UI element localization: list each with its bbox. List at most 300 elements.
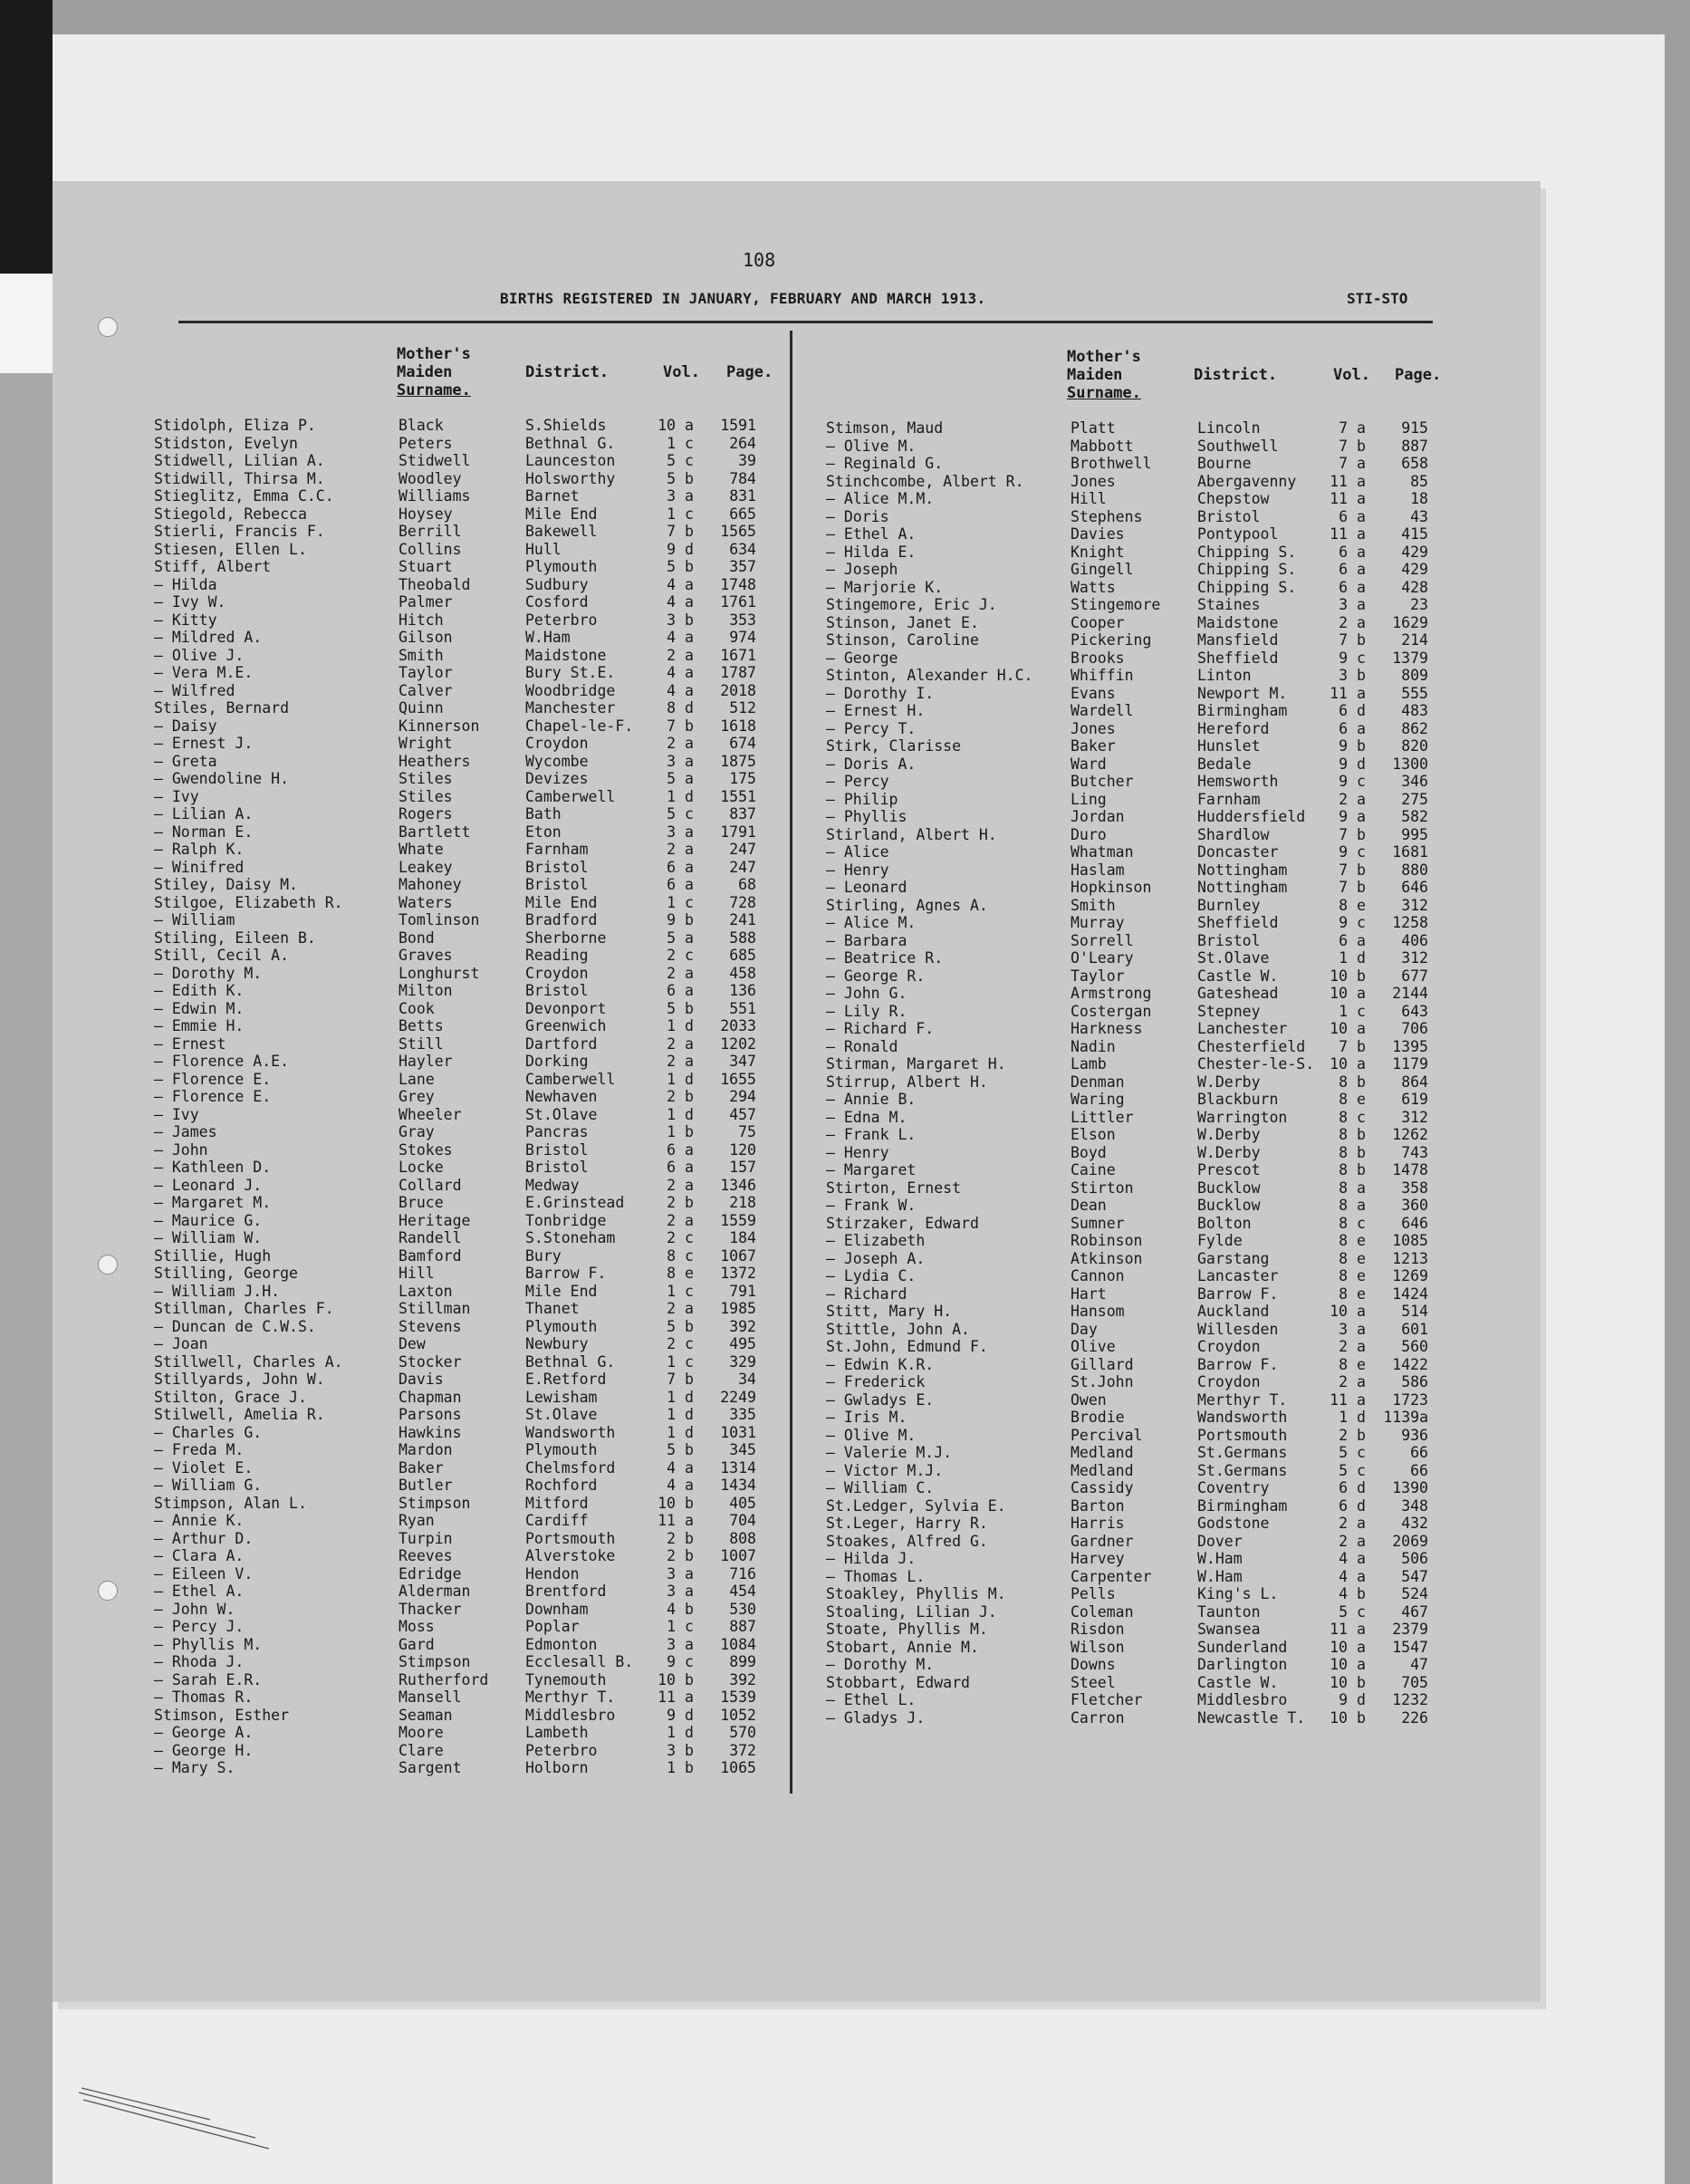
volume-section: d	[685, 1406, 694, 1423]
district: Bethnal G.	[525, 434, 616, 452]
volume: 10	[1330, 1656, 1348, 1673]
volume-section: d	[685, 1724, 694, 1741]
volume-section: d	[1357, 755, 1366, 773]
page-ref: 47	[1410, 1656, 1428, 1673]
child-name: — Dorothy I.	[826, 684, 935, 702]
volume: 2	[667, 964, 676, 982]
child-name: — Ernest H.	[826, 702, 926, 719]
volume: 2	[667, 735, 676, 752]
volume-section: c	[685, 452, 694, 469]
page-ref: 18	[1410, 490, 1428, 507]
volume: 3	[667, 1583, 676, 1600]
mother-maiden-surname: Bamford	[398, 1246, 462, 1265]
volume-section: a	[685, 646, 694, 664]
volume-section: d	[1357, 1691, 1366, 1708]
volume-section: e	[1357, 1232, 1366, 1249]
page-ref: 175	[729, 770, 756, 787]
volume: 3	[1339, 596, 1348, 613]
page-ref: 677	[1401, 967, 1428, 985]
volume-section: c	[685, 434, 694, 452]
child-name: — Philip	[826, 790, 898, 808]
mother-maiden-surname: Davis	[398, 1371, 444, 1388]
child-name: — Freda M.	[154, 1441, 245, 1458]
district: Thanet	[525, 1300, 580, 1317]
child-name: Stirzaker, Edward	[826, 1214, 979, 1232]
volume-section: e	[685, 1265, 694, 1282]
volume-section: b	[685, 1194, 694, 1211]
child-name: Stiff, Albert	[154, 558, 272, 575]
volume: 6	[667, 876, 676, 893]
volume: 5	[667, 999, 676, 1017]
child-name: — Elizabeth	[826, 1232, 926, 1249]
district: S.Stoneham	[525, 1229, 616, 1246]
child-name: — Hilda	[154, 575, 217, 593]
child-name: — Henry	[826, 861, 889, 879]
volume: 2	[1339, 1532, 1348, 1550]
child-name: — Barbara	[826, 931, 907, 949]
mother-maiden-surname: Hansom	[1071, 1303, 1125, 1320]
mother-maiden-surname: Tomlinson	[398, 911, 480, 928]
page-ref: 1269	[1392, 1267, 1428, 1284]
mother-maiden-surname: Waters	[398, 893, 453, 911]
district: Stepney	[1197, 1002, 1261, 1020]
volume: 8	[1339, 1091, 1348, 1108]
volume: 4	[1339, 1585, 1348, 1602]
volume-section: a	[1357, 543, 1366, 561]
volume-section: d	[685, 699, 694, 717]
child-name: — Lily R.	[826, 1002, 907, 1020]
district: Farnham	[525, 841, 589, 858]
mother-maiden-surname: Stokes	[398, 1140, 453, 1159]
child-name: — George A.	[154, 1724, 254, 1741]
page-ref: 415	[1401, 525, 1428, 543]
mother-maiden-surname: Bartlett	[398, 823, 471, 841]
child-name: — George R.	[826, 967, 926, 985]
volume-section: a	[1357, 719, 1366, 737]
district: Peterbro	[525, 611, 598, 629]
child-name: — Ernest J.	[154, 735, 254, 752]
child-name: — Hilda J.	[826, 1550, 917, 1567]
mother-maiden-surname: Dean	[1071, 1197, 1107, 1214]
volume-section: a	[1357, 1656, 1366, 1673]
volume-section: c	[1357, 843, 1366, 861]
volume: 2	[667, 1176, 676, 1194]
page-ref: 66	[1410, 1461, 1428, 1479]
child-name: — Sarah E.R.	[154, 1670, 263, 1689]
volume: 2	[667, 1088, 676, 1105]
mother-maiden-surname: Smith	[1071, 896, 1116, 914]
district: Hull	[525, 540, 562, 558]
page-ref: 1629	[1392, 613, 1428, 631]
district: W.Derby	[1197, 1126, 1261, 1143]
volume: 1	[667, 1123, 676, 1140]
page-ref: 704	[729, 1512, 756, 1529]
child-name: — Frank W.	[826, 1197, 917, 1214]
child-name: Stillie, Hugh	[154, 1246, 272, 1265]
volume: 4	[667, 1477, 676, 1494]
page-ref: 1067	[720, 1246, 756, 1265]
child-name: — Ethel A.	[826, 525, 917, 543]
district: Middlesbro	[1197, 1691, 1288, 1708]
volume: 4	[667, 681, 676, 699]
volume: 6	[1339, 702, 1348, 719]
child-name: — Olive J.	[154, 646, 245, 664]
volume-section: c	[1357, 914, 1366, 931]
district: Greenwich	[525, 1017, 607, 1034]
volume-section: c	[685, 1229, 694, 1246]
mother-maiden-surname: Palmer	[398, 593, 453, 611]
volume: 11	[658, 1512, 676, 1529]
child-name: Stilwell, Amelia R.	[154, 1406, 325, 1423]
page-ref: 454	[729, 1583, 756, 1600]
mother-maiden-surname: Gingell	[1071, 561, 1134, 578]
volume-section: d	[685, 1423, 694, 1441]
page-ref: 665	[729, 505, 756, 523]
district: Swansea	[1197, 1621, 1261, 1638]
volume: 9	[1339, 755, 1348, 773]
page-ref: 2018	[720, 681, 756, 699]
page-ref: 915	[1401, 419, 1428, 437]
volume-section: d	[685, 1706, 694, 1724]
mother-maiden-surname: Black	[398, 417, 444, 434]
page-ref: 974	[729, 629, 756, 646]
mother-maiden-surname: Kinnerson	[398, 717, 480, 735]
child-name: Stidston, Evelyn	[154, 434, 298, 452]
mother-maiden-surname: Brooks	[1071, 649, 1125, 667]
volume: 3	[667, 1564, 676, 1583]
page-ref: 837	[729, 805, 756, 823]
volume: 6	[1339, 1479, 1348, 1496]
volume: 2	[1339, 790, 1348, 808]
district: Barnet	[525, 487, 580, 505]
district: Birmingham	[1197, 1496, 1288, 1515]
page-ref: 560	[1401, 1338, 1428, 1355]
child-name: — Ralph K.	[154, 841, 245, 858]
child-name: — Doris A.	[826, 755, 917, 773]
district: Chesterfield	[1197, 1037, 1306, 1055]
mother-maiden-surname: Taylor	[1071, 967, 1125, 985]
child-name: — Valerie M.J.	[826, 1444, 953, 1461]
volume-section: b	[1357, 1143, 1366, 1161]
mother-maiden-surname: Cannon	[1071, 1267, 1125, 1284]
district: Downham	[525, 1600, 589, 1618]
volume-section: c	[685, 1246, 694, 1265]
volume: 11	[1330, 490, 1348, 507]
volume: 3	[667, 1635, 676, 1653]
child-name: — Leonard J.	[154, 1176, 263, 1194]
mother-maiden-surname: Heathers	[398, 752, 471, 770]
child-name: — Annie B.	[826, 1091, 917, 1108]
page-ref: 23	[1410, 596, 1428, 613]
mother-maiden-surname: Milton	[398, 982, 453, 999]
mother-maiden-surname: Alderman	[398, 1583, 471, 1600]
child-name: — Alice M.	[826, 914, 917, 931]
volume: 8	[667, 1246, 676, 1265]
child-name: Stobbart, Edward	[826, 1673, 970, 1691]
child-name: — Hilda E.	[826, 543, 917, 561]
volume-section: a	[1357, 507, 1366, 525]
volume-section: a	[1357, 1567, 1366, 1585]
district: Maidstone	[525, 646, 607, 664]
child-name: — John W.	[154, 1600, 235, 1618]
page-ref: 1084	[720, 1635, 756, 1653]
page-ref: 743	[1401, 1143, 1428, 1161]
district: Chelmsford	[525, 1458, 616, 1477]
child-name: — Edith K.	[154, 982, 245, 999]
child-name: — Gwladys E.	[826, 1390, 935, 1409]
page-ref: 429	[1401, 543, 1428, 561]
volume-section: b	[1357, 879, 1366, 896]
page-ref: 241	[729, 911, 756, 928]
volume-section: b	[685, 1371, 694, 1388]
child-name: — Ethel A.	[154, 1583, 245, 1600]
volume: 8	[1339, 1267, 1348, 1284]
child-name: — Phyllis M.	[154, 1635, 263, 1653]
district: Staines	[1197, 596, 1261, 613]
volume-section: a	[685, 1583, 694, 1600]
district: Bradford	[525, 911, 598, 928]
page-ref: 936	[1401, 1426, 1428, 1444]
volume-section: d	[1357, 949, 1366, 967]
page-ref: 184	[729, 1229, 756, 1246]
child-name: St.Ledger, Sylvia E.	[826, 1496, 1006, 1515]
district: Plymouth	[525, 558, 598, 575]
mother-maiden-surname: Gard	[398, 1635, 435, 1653]
volume: 9	[1339, 843, 1348, 861]
child-name: — Annie K.	[154, 1512, 245, 1529]
district: Chester-le-S.	[1197, 1055, 1315, 1073]
mother-maiden-surname: Mabbott	[1071, 437, 1134, 455]
volume: 4	[1339, 1567, 1348, 1585]
district: Chipping S.	[1197, 578, 1297, 596]
mother-maiden-surname: Day	[1071, 1320, 1098, 1338]
district: Bakewell	[525, 523, 598, 540]
col-header-maiden	[1067, 348, 1141, 402]
district: Wandsworth	[525, 1423, 616, 1441]
district: Middlesbro	[525, 1706, 616, 1724]
child-name: Stoate, Phyllis M.	[826, 1621, 988, 1638]
page-ref: 360	[1401, 1197, 1428, 1214]
volume-section: a	[1357, 1373, 1366, 1390]
volume-section: b	[685, 999, 694, 1017]
volume: 2	[1339, 1338, 1348, 1355]
district: W.Derby	[1197, 1073, 1261, 1091]
page-ref: 136	[729, 982, 756, 999]
punch-hole	[98, 1581, 118, 1601]
page-ref: 406	[1401, 931, 1428, 949]
page-ref: 1031	[720, 1423, 756, 1441]
page-ref: 1424	[1392, 1284, 1428, 1303]
child-name: — Florence E.	[154, 1070, 272, 1088]
district: Rochford	[525, 1477, 598, 1494]
col-header-maiden-line3: Surname.	[1067, 384, 1141, 402]
page-ref: 66	[1410, 1444, 1428, 1461]
volume-section: b	[685, 611, 694, 629]
mother-maiden-surname: Dew	[398, 1335, 426, 1352]
volume-section: a	[685, 841, 694, 858]
child-name: Stingemore, Eric J.	[826, 596, 997, 613]
volume-section: a	[685, 928, 694, 947]
volume-section: b	[685, 469, 694, 487]
mother-maiden-surname: Sumner	[1071, 1214, 1125, 1232]
district: Wandsworth	[1197, 1409, 1288, 1426]
volume: 10	[1330, 1638, 1348, 1656]
child-name: St.John, Edmund F.	[826, 1338, 988, 1355]
mother-maiden-surname: Stidwell	[398, 452, 471, 469]
district: Taunton	[1197, 1602, 1261, 1621]
volume-section: a	[685, 575, 694, 593]
district: Bristol	[525, 982, 589, 999]
district: W.Derby	[1197, 1143, 1261, 1161]
volume-section: b	[685, 1494, 694, 1512]
mother-maiden-surname: Berrill	[398, 523, 462, 540]
page-ref: 808	[729, 1529, 756, 1547]
child-name: Stirrup, Albert H.	[826, 1073, 988, 1091]
page-ref: 1258	[1392, 914, 1428, 931]
page-ref: 495	[729, 1335, 756, 1352]
volume: 8	[1339, 1143, 1348, 1161]
child-name: — Alice M.M.	[826, 490, 935, 507]
mother-maiden-surname: Peters	[398, 434, 453, 452]
volume: 1	[667, 893, 676, 911]
volume-section: e	[1357, 1249, 1366, 1267]
volume-section: a	[685, 1512, 694, 1529]
volume-section: b	[685, 1088, 694, 1105]
district: Doncaster	[1197, 843, 1279, 861]
mother-maiden-surname: Stimpson	[398, 1653, 471, 1670]
district: Warrington	[1197, 1108, 1288, 1126]
volume: 8	[1339, 896, 1348, 914]
page-ref: 506	[1401, 1550, 1428, 1567]
volume-section: b	[1357, 1708, 1366, 1727]
district: Alverstoke	[525, 1547, 616, 1564]
district: Sunderland	[1197, 1638, 1288, 1656]
volume-section: a	[1357, 808, 1366, 825]
page-ref: 1761	[720, 593, 756, 611]
volume-section: b	[685, 1759, 694, 1776]
page-ref: 1379	[1392, 649, 1428, 667]
mother-maiden-surname: Rutherford	[398, 1670, 489, 1689]
district: Cardiff	[525, 1512, 589, 1529]
child-name: — Eileen V.	[154, 1564, 254, 1583]
district: Chepstow	[1197, 490, 1270, 507]
volume-section: a	[685, 1140, 694, 1159]
child-name: Stinchcombe, Albert R.	[826, 472, 1024, 490]
page-ref: 514	[1401, 1303, 1428, 1320]
mother-maiden-surname: Mansell	[398, 1689, 462, 1706]
page-ref: 658	[1401, 455, 1428, 472]
district: Newbury	[525, 1335, 589, 1352]
volume-section: a	[685, 629, 694, 646]
child-name: — Doris	[826, 507, 889, 525]
volume-section: a	[1357, 1338, 1366, 1355]
page-ref: 1434	[720, 1477, 756, 1494]
district: Hendon	[525, 1564, 580, 1583]
mother-maiden-surname: Watts	[1071, 578, 1116, 596]
page-ref: 862	[1401, 719, 1428, 737]
volume-section: b	[1357, 1073, 1366, 1091]
mother-maiden-surname: Whate	[398, 841, 444, 858]
page-ref: 2249	[720, 1388, 756, 1406]
volume-section: b	[685, 911, 694, 928]
district: Shardlow	[1197, 825, 1270, 843]
page-ref: 312	[1401, 896, 1428, 914]
child-name: — Norman E.	[154, 823, 254, 841]
mother-maiden-surname: Whiffin	[1071, 667, 1134, 684]
volume: 6	[1339, 1496, 1348, 1515]
volume: 10	[658, 1670, 676, 1689]
page-ref: 1681	[1392, 843, 1428, 861]
child-name: — Florence A.E.	[154, 1053, 290, 1070]
volume: 4	[667, 593, 676, 611]
district: Huddersfield	[1197, 808, 1306, 825]
mother-maiden-surname: Ryan	[398, 1512, 435, 1529]
mother-maiden-surname: Owen	[1071, 1390, 1107, 1409]
volume-section: d	[1357, 1479, 1366, 1496]
district: W.Ham	[1197, 1550, 1243, 1567]
district: Woodbridge	[525, 681, 616, 699]
col-header-vol: Vol.	[663, 363, 700, 381]
child-name: — Percy J.	[154, 1618, 245, 1635]
volume-section: a	[685, 1211, 694, 1229]
volume-section: a	[1357, 472, 1366, 490]
volume: 2	[667, 841, 676, 858]
page-ref: 1422	[1392, 1355, 1428, 1373]
mother-maiden-surname: Bond	[398, 928, 435, 947]
volume: 9	[1339, 737, 1348, 755]
volume: 2	[667, 1335, 676, 1352]
volume: 3	[667, 823, 676, 841]
district: Croydon	[1197, 1373, 1261, 1390]
page-ref: 1748	[720, 575, 756, 593]
page-ref: 1655	[720, 1070, 756, 1088]
pencil-scribble	[74, 2065, 292, 2156]
volume-section: a	[685, 1053, 694, 1070]
page-ref: 646	[1401, 1214, 1428, 1232]
district: Burnley	[1197, 896, 1261, 914]
volume: 6	[1339, 507, 1348, 525]
volume: 3	[1339, 1320, 1348, 1338]
mother-maiden-surname: Locke	[398, 1159, 444, 1176]
volume: 6	[667, 982, 676, 999]
volume: 10	[1330, 967, 1348, 985]
child-name: — Olive M.	[826, 437, 917, 455]
page-ref: 405	[729, 1494, 756, 1512]
mother-maiden-surname: Carron	[1071, 1708, 1125, 1727]
district: Devonport	[525, 999, 607, 1017]
volume: 6	[1339, 561, 1348, 578]
volume-section: d	[685, 1017, 694, 1034]
volume-section: a	[685, 1159, 694, 1176]
child-name: Stierli, Francis F.	[154, 523, 325, 540]
volume-section: c	[685, 947, 694, 964]
mother-maiden-surname: Cassidy	[1071, 1479, 1134, 1496]
child-name: — John G.	[826, 985, 907, 1002]
mother-maiden-surname: Barton	[1071, 1496, 1125, 1515]
volume: 2	[1339, 1426, 1348, 1444]
child-name: Stidolph, Eliza P.	[154, 417, 316, 434]
volume-section: d	[685, 540, 694, 558]
page-ref: 214	[1401, 631, 1428, 649]
page-ref: 1213	[1392, 1249, 1428, 1267]
volume: 9	[1339, 808, 1348, 825]
page-ref: 275	[1401, 790, 1428, 808]
child-name: — Leonard	[826, 879, 907, 896]
child-name: — Gwendoline H.	[154, 770, 290, 787]
volume: 11	[1330, 1621, 1348, 1638]
page-ref: 887	[1401, 437, 1428, 455]
district: Poplar	[525, 1618, 580, 1635]
